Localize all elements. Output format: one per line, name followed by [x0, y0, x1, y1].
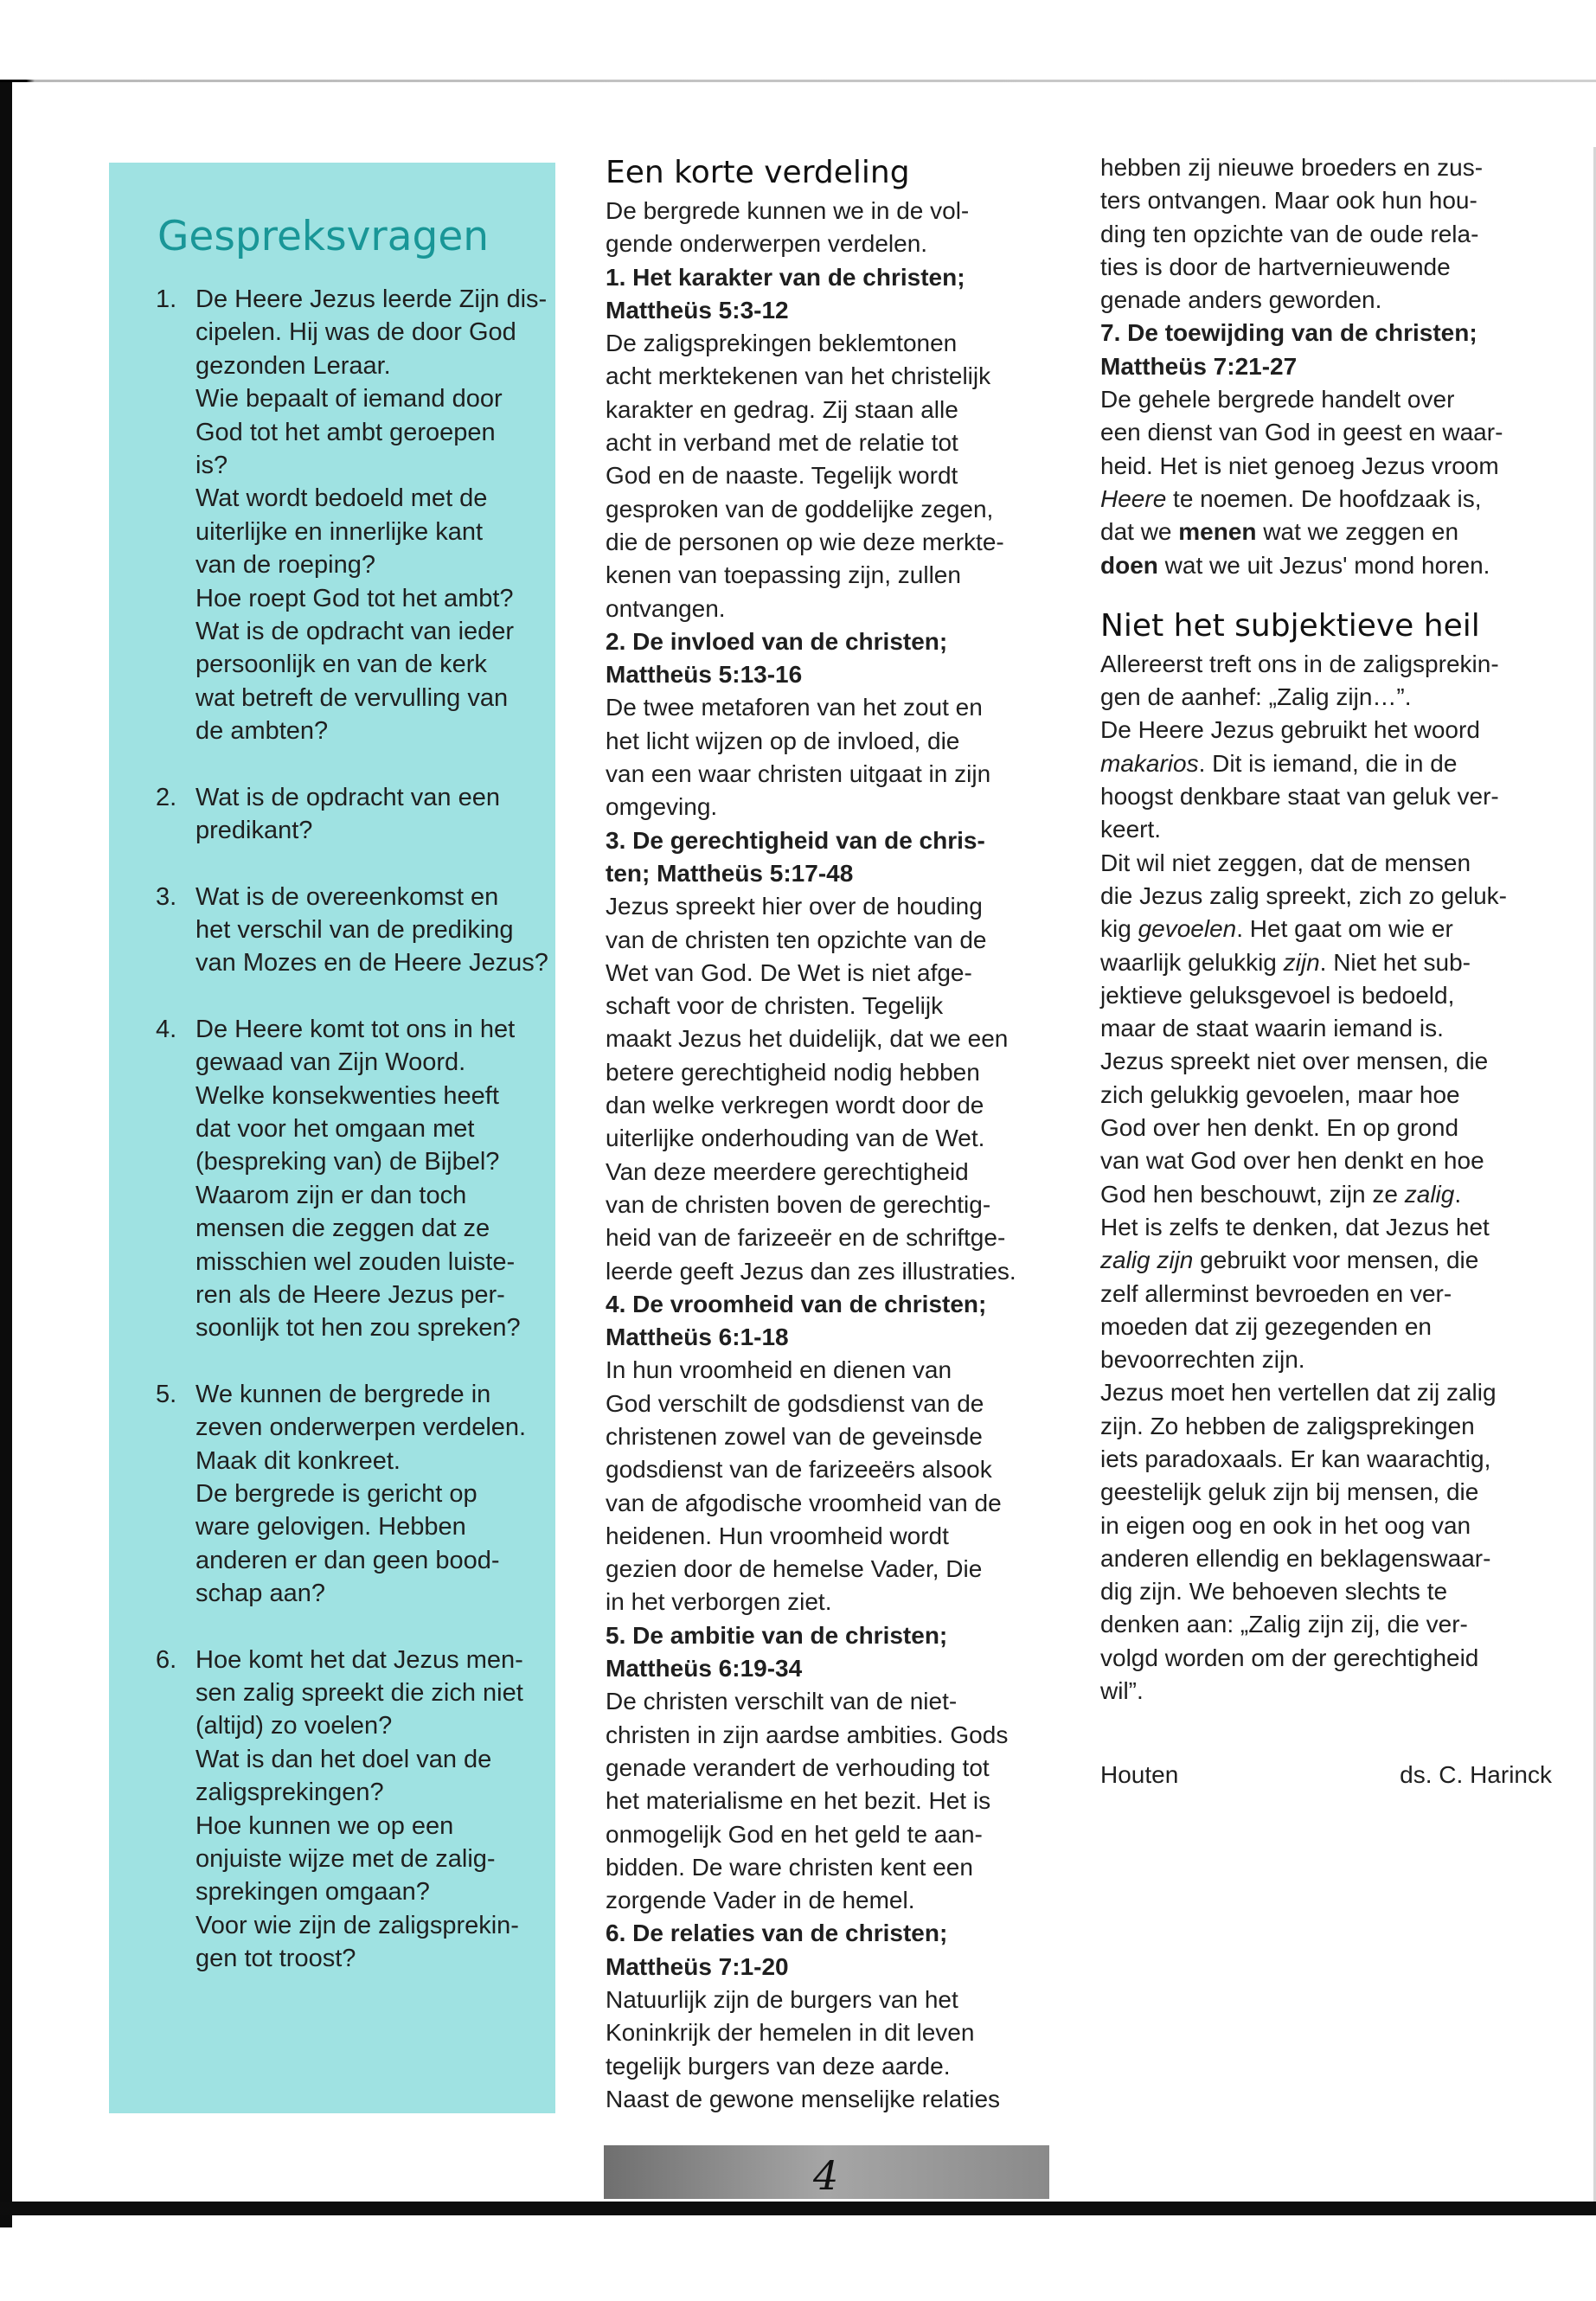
- body-line: Jezus spreekt hier over de houding: [606, 893, 983, 920]
- body-line: denken aan: „Zalig zijn zij, die ver-: [1100, 1611, 1468, 1638]
- question-line: cipelen. Hij was de door God: [195, 318, 516, 347]
- p2-line: bevoorrechten zijn.: [1100, 1346, 1305, 1374]
- signature: [1100, 1761, 1552, 1789]
- question-line: Hoe komt het dat Jezus men-: [195, 1645, 523, 1674]
- p2-line: zalig zijn gebruikt voor mensen, die: [1100, 1247, 1479, 1274]
- body-line: volgd worden om der gerechtigheid: [1100, 1644, 1479, 1671]
- body-line: dig zijn. We behoeven slechts te: [1100, 1578, 1448, 1606]
- subheading-line: Mattheüs 6:19-34: [606, 1655, 803, 1682]
- question-line: van Mozes en de Heere Jezus?: [195, 949, 548, 977]
- question-line: Voor wie zijn de zaligsprekin-: [195, 1911, 519, 1939]
- question-number: 3.: [156, 882, 177, 911]
- question-line: We kunnen de bergrede in: [195, 1380, 491, 1408]
- body-line: Van deze meerdere gerechtigheid: [606, 1157, 969, 1185]
- body-line: godsdienst van de farizeeërs alsook: [606, 1456, 992, 1484]
- question-line: zaligsprekingen?: [195, 1779, 384, 1807]
- gevoelen-italic: gevoelen: [1138, 915, 1237, 943]
- body-line: tegelijk burgers van deze aarde.: [606, 2052, 951, 2080]
- p2-line: Dit wil niet zeggen, dat de mensen: [1100, 849, 1471, 876]
- body-line: De zaligsprekingen beklemtonen: [606, 330, 958, 357]
- section-heading-verdeling: Een korte verdeling: [606, 155, 910, 190]
- question-line: Wat wordt bedoeld met de: [195, 484, 488, 513]
- body-line: onmogelijk God en het geld te aan-: [606, 1820, 983, 1848]
- sidebar-title: Gespreksvragen: [157, 213, 490, 260]
- p2-line: zelf allerminst bevroeden en ver-: [1100, 1279, 1452, 1307]
- body-line: een dienst van God in geest en waar-: [1100, 419, 1503, 446]
- p2-line: zich gelukkig gevoelen, maar hoe: [1100, 1080, 1460, 1108]
- body-line: genade verandert de verhouding tot: [606, 1753, 990, 1781]
- question-text: [195, 1644, 533, 1976]
- body-line: uiterlijke onderhouding van de Wet.: [606, 1125, 985, 1152]
- body-line: De christen verschilt van de niet-: [606, 1688, 958, 1715]
- question-line: de ambten?: [195, 717, 329, 746]
- body-line: maakt Jezus het duidelijk, dat we een: [606, 1025, 1009, 1053]
- question-line: ware gelovigen. Hebben: [195, 1513, 466, 1541]
- question-line: gen tot troost?: [195, 1945, 356, 1973]
- p1-line: hoogst denkbare staat van geluk ver-: [1100, 783, 1499, 811]
- right-column: [1100, 151, 1552, 1789]
- signature-place: Houten: [1100, 1761, 1179, 1789]
- body-line: van de afgodische vroomheid van de: [606, 1489, 1002, 1516]
- p2-line: maar de staat waarin iemand is.: [1100, 1015, 1444, 1042]
- subheading-line: 3. De gerechtigheid van de chris-: [606, 826, 985, 854]
- body-line: die de personen op wie deze merkte-: [606, 528, 1004, 555]
- question-line: sen zalig spreekt die zich niet: [195, 1679, 523, 1708]
- body-line: het materialisme en het bezit. Het is: [606, 1787, 991, 1815]
- scan-edge-bottom: [0, 2202, 1596, 2215]
- question-item: [131, 1013, 533, 1345]
- sec7-heere-line: Heere te noemen. De hoofdzaak is,: [1100, 484, 1482, 512]
- p1-line: De Heere Jezus gebruikt het woord: [1100, 716, 1480, 744]
- question-line: (bespreking van) de Bijbel?: [195, 1148, 500, 1176]
- sec7-title: 7. De toewijding van de christen;: [1100, 319, 1477, 347]
- body-line: Wet van God. De Wet is niet afge-: [606, 958, 972, 986]
- body-line: gezien door de hemelse Vader, Die: [606, 1555, 983, 1583]
- question-line: Hoe kunnen we op een: [195, 1811, 454, 1840]
- body-line: bidden. De ware christen kent een: [606, 1853, 973, 1881]
- question-line: De bergrede is gericht op: [195, 1480, 478, 1508]
- subheading-line: Mattheüs 5:13-16: [606, 661, 803, 689]
- question-line: Wat is de opdracht van ieder: [195, 618, 515, 646]
- subheading-line: 2. De invloed van de christen;: [606, 627, 948, 655]
- subheading-line: 5. De ambitie van de christen;: [606, 1621, 948, 1649]
- question-line: anderen er dan geen bood-: [195, 1546, 500, 1574]
- question-line: het verschil van de prediking: [195, 915, 514, 944]
- question-line: Maak dit konkreet.: [195, 1446, 401, 1475]
- body-line: Jezus moet hen vertellen dat zij zalig: [1100, 1379, 1497, 1407]
- p2-line: jektieve geluksgevoel is bedoeld,: [1100, 981, 1455, 1009]
- body-line: De gehele bergrede handelt over: [1100, 386, 1455, 413]
- body-line: ters ontvangen. Maar ook hun hou-: [1100, 187, 1477, 215]
- question-line: wat betreft de vervulling van: [195, 683, 509, 712]
- body-line: geestelijk geluk zijn bij mensen, die: [1100, 1478, 1479, 1506]
- body-line: kenen van toepassing zijn, zullen: [606, 561, 961, 589]
- question-line: onjuiste wijze met de zalig-: [195, 1845, 496, 1874]
- body-line: Natuurlijk zijn de burgers van het: [606, 1986, 958, 2014]
- subheading-line: 1. Het karakter van de christen;: [606, 263, 965, 291]
- question-text: [195, 1378, 533, 1611]
- question-line: misschien wel zouden luiste-: [195, 1247, 516, 1276]
- question-line: Welke konsekwenties heeft: [195, 1081, 499, 1110]
- body-line: van een waar christen uitgaat in zijn: [606, 760, 991, 788]
- question-line: gezonden Leraar.: [195, 351, 391, 380]
- question-line: zeven onderwerpen verdelen.: [195, 1413, 527, 1442]
- body-line: dan welke verkregen wordt door de: [606, 1092, 984, 1119]
- question-text: [195, 881, 548, 980]
- subheading-line: 4. De vroomheid van de christen;: [606, 1290, 987, 1317]
- question-line: Wat is de opdracht van een: [195, 783, 500, 811]
- body-line: genade anders geworden.: [1100, 286, 1382, 314]
- p1-line: keert.: [1100, 816, 1162, 843]
- body-line: schaft voor de christen. Tegelijk: [606, 992, 944, 1020]
- question-item: [131, 283, 548, 748]
- question-line: God tot het ambt geroepen: [195, 418, 496, 446]
- menen-bold: menen: [1178, 518, 1257, 546]
- body-line: karakter en gedrag. Zij staan alle: [606, 395, 958, 423]
- subheading-line: ten; Mattheüs 5:17-48: [606, 859, 854, 887]
- question-line: dat voor het omgaan met: [195, 1114, 475, 1143]
- question-list: [131, 283, 548, 1976]
- subheading-line: Mattheüs 7:1-20: [606, 1952, 789, 1980]
- p2-line: God hen beschouwt, zijn ze zalig.: [1100, 1180, 1462, 1208]
- body-line: gende onderwerpen verdelen.: [606, 230, 928, 258]
- zalig-zijn-italic: zalig zijn: [1100, 1247, 1194, 1274]
- subheading-line: Mattheüs 5:3-12: [606, 296, 789, 324]
- zalig-italic: zalig: [1404, 1180, 1455, 1208]
- body-line: De bergrede kunnen we in de vol-: [606, 197, 970, 224]
- body-line: acht in verband met de relatie tot: [606, 429, 958, 457]
- question-line: sprekingen omgaan?: [195, 1878, 430, 1907]
- body-line: zorgende Vader in de hemel.: [606, 1887, 915, 1914]
- section-heading-subjektieve-heil: Niet het subjektieve heil: [1100, 607, 1480, 644]
- question-text: [195, 1013, 533, 1345]
- body-line: heid van de farizeeër en de schriftge-: [606, 1224, 1006, 1252]
- p1-line: Allereerst treft ons in de zaligsprekin-: [1100, 650, 1499, 677]
- body-line: heidenen. Hun vroomheid wordt: [606, 1522, 949, 1549]
- sec7-text: [1100, 383, 1552, 483]
- question-line: (altijd) zo voelen?: [195, 1712, 393, 1740]
- scan-edge-top: [0, 80, 1596, 82]
- question-line: van de roeping?: [195, 551, 375, 580]
- page-number: 4: [813, 2152, 839, 2199]
- question-item: [131, 881, 548, 980]
- middle-column: [606, 151, 1055, 2116]
- body-line: van de christen boven de gerechtig-: [606, 1190, 991, 1218]
- question-line: mensen die zeggen dat ze: [195, 1215, 490, 1243]
- makarios-italic: makarios: [1100, 749, 1199, 777]
- p2-line: moeden dat zij gezegenden en: [1100, 1312, 1432, 1340]
- middle-text: [606, 195, 1055, 2116]
- heere-italic: Heere: [1100, 484, 1167, 512]
- body-line: het licht wijzen op de invloed, die: [606, 727, 960, 754]
- question-number: 1.: [156, 285, 177, 313]
- question-number: 6.: [156, 1645, 177, 1674]
- question-line: ren als de Heere Jezus per-: [195, 1280, 505, 1309]
- body-line: hebben zij nieuwe broeders en zus-: [1100, 154, 1484, 181]
- body-line: De twee metaforen van het zout en: [606, 694, 983, 721]
- body-line: In hun vroomheid en dienen van: [606, 1356, 952, 1384]
- body-line: omgeving.: [606, 793, 718, 821]
- body-line: in het verborgen ziet.: [606, 1588, 832, 1616]
- question-number: 5.: [156, 1380, 177, 1408]
- body-line: van de christen ten opzichte van de: [606, 926, 987, 953]
- body-line: ties is door de hartvernieuwende: [1100, 253, 1451, 280]
- body-line: gesproken van de goddelijke zegen,: [606, 495, 994, 522]
- question-number: 2.: [156, 783, 177, 811]
- p1-line: makarios. Dit is iemand, die in de: [1100, 749, 1458, 777]
- sec7-menen-line: dat we menen wat we zeggen en: [1100, 518, 1459, 546]
- question-text: [195, 283, 547, 748]
- question-line: uiterlijke en innerlijke kant: [195, 517, 484, 546]
- question-line: Waarom zijn er dan toch: [195, 1181, 467, 1209]
- question-line: gewaad van Zijn Woord.: [195, 1048, 466, 1077]
- question-line: persoonlijk en van de kerk: [195, 651, 487, 679]
- body-line: acht merktekenen van het christelijk: [606, 362, 991, 390]
- body-line: christen in zijn aardse ambities. Gods: [606, 1721, 1009, 1748]
- p2-line: kig gevoelen. Het gaat om wie er: [1100, 915, 1453, 943]
- question-text: [195, 781, 533, 848]
- body-line: zijn. Zo hebben de zaligsprekingen: [1100, 1412, 1475, 1439]
- p2-line: Het is zelfs te denken, dat Jezus het: [1100, 1213, 1490, 1240]
- question-item: [131, 1378, 533, 1611]
- p2-line: die Jezus zalig spreekt, zich zo geluk-: [1100, 881, 1507, 909]
- body-line: anderen ellendig en beklagenswaar-: [1100, 1544, 1491, 1572]
- p2-line: God over hen denkt. En op grond: [1100, 1114, 1459, 1142]
- question-line: Wie bepaalt of iemand door: [195, 385, 503, 413]
- question-line: predikant?: [195, 817, 313, 845]
- question-line: Wat is de overeenkomst en: [195, 882, 499, 911]
- body-line: heid. Het is niet genoeg Jezus vroom: [1100, 452, 1499, 479]
- question-number: 4.: [156, 1015, 177, 1043]
- question-line: is?: [195, 452, 228, 480]
- subheading-line: 6. De relaties van de christen;: [606, 1920, 948, 1947]
- body-line: God en de naaste. Tegelijk wordt: [606, 462, 958, 490]
- body-line: in eigen oog en ook in het oog van: [1100, 1511, 1471, 1539]
- signature-author: ds. C. Harinck: [1400, 1761, 1552, 1789]
- question-line: De Heere komt tot ons in het: [195, 1015, 516, 1043]
- question-line: Wat is dan het doel van de: [195, 1745, 492, 1773]
- body-line: Naast de gewone menselijke relaties: [606, 2085, 1001, 2112]
- body-line: wil”.: [1100, 1677, 1144, 1705]
- body-line: leerde geeft Jezus dan zes illustraties.: [606, 1257, 1016, 1285]
- discussion-questions-box: [109, 163, 555, 2113]
- question-line: De Heere Jezus leerde Zijn dis-: [195, 285, 548, 313]
- p2-line: Jezus spreekt niet over mensen, die: [1100, 1048, 1489, 1075]
- question-item: [131, 1644, 533, 1976]
- p3-text: [1100, 1376, 1552, 1708]
- scan-edge-left: [0, 82, 12, 2227]
- right-intro-text: [1100, 151, 1552, 317]
- body-line: iets paradoxaals. Er kan waarachtig,: [1100, 1445, 1491, 1472]
- spacer: [1100, 582, 1552, 605]
- p1-line: gen de aanhef: „Zalig zijn…”.: [1100, 683, 1412, 711]
- sec7-ref: Mattheüs 7:21-27: [1100, 352, 1298, 380]
- zijn-italic: zijn: [1283, 948, 1320, 976]
- doen-bold: doen: [1100, 551, 1158, 579]
- subheading-line: Mattheüs 6:1-18: [606, 1324, 789, 1351]
- p2-line: waarlijk gelukkig zijn. Niet het sub-: [1100, 948, 1471, 976]
- body-line: God verschilt de godsdienst van de: [606, 1389, 984, 1417]
- question-line: schap aan?: [195, 1580, 325, 1608]
- question-item: [131, 781, 533, 848]
- question-line: soonlijk tot hen zou spreken?: [195, 1314, 521, 1343]
- question-line: Hoe roept God tot het ambt?: [195, 584, 514, 612]
- body-line: ontvangen.: [606, 594, 726, 622]
- body-line: christenen zowel van de geveinsde: [606, 1422, 983, 1450]
- body-line: Koninkrijk der hemelen in dit leven: [606, 2019, 975, 2047]
- body-line: betere gerechtigheid nodig hebben: [606, 1058, 980, 1086]
- body-line: ding ten opzichte van de oude rela-: [1100, 220, 1479, 247]
- p2-line: van wat God over hen denkt en hoe: [1100, 1147, 1484, 1175]
- sec7-doen-line: doen wat we uit Jezus' mond horen.: [1100, 551, 1490, 579]
